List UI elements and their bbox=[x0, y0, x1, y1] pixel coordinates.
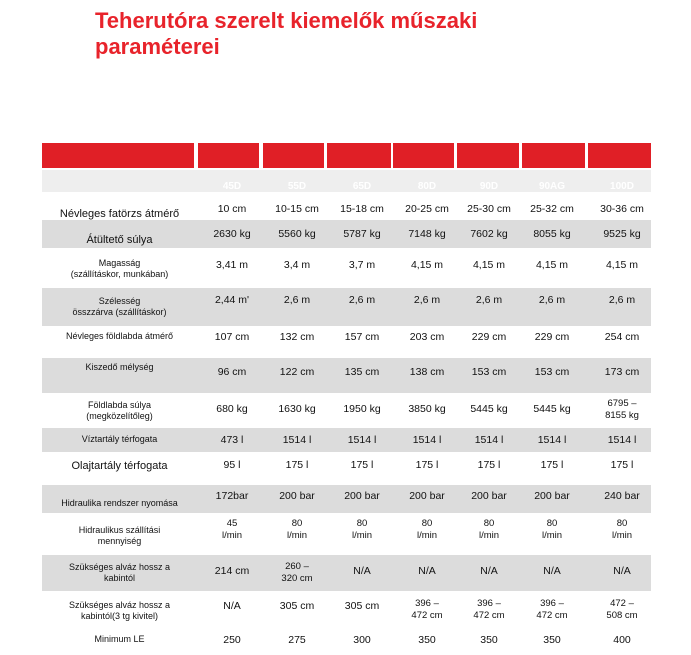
table-cell: 680 kg bbox=[216, 403, 248, 415]
table-cell: 305 cm bbox=[279, 600, 315, 612]
table-cell: 214 cm bbox=[214, 565, 250, 577]
row-label: Névleges földlabda átmérő bbox=[65, 331, 174, 341]
table-row bbox=[42, 328, 651, 356]
row-label: Névleges fatörzs átmérő bbox=[59, 208, 180, 220]
table-cell: N/A bbox=[480, 565, 498, 577]
table-cell: 250 bbox=[223, 634, 241, 646]
table-cell: 300 bbox=[353, 634, 371, 646]
title-line-1: Teherutóra szerelt kiemelők műszaki bbox=[95, 8, 478, 33]
table-cell: 1950 kg bbox=[343, 403, 381, 415]
table-cell: 2,6 m bbox=[348, 294, 376, 306]
model-label-55d: 55D bbox=[287, 181, 307, 192]
table-cell: 175 l bbox=[610, 459, 634, 471]
table-cell: 135 cm bbox=[344, 366, 380, 378]
table-cell: 2,6 m bbox=[283, 294, 311, 306]
table-cell: N/A bbox=[613, 565, 631, 577]
table-cell: 1514 l bbox=[537, 434, 567, 446]
table-cell: 1630 kg bbox=[278, 403, 316, 415]
table-cell: 2630 kg bbox=[213, 228, 251, 240]
table-cell: 240 bar bbox=[604, 490, 640, 502]
table-cell: 175 l bbox=[350, 459, 374, 471]
table-row bbox=[42, 631, 651, 649]
table-row bbox=[42, 395, 651, 425]
red-header-bar bbox=[457, 143, 519, 168]
table-row bbox=[42, 288, 651, 326]
table-cell: 275 bbox=[288, 634, 306, 646]
title-line-2: paraméterei bbox=[95, 34, 220, 59]
table-row bbox=[42, 516, 651, 550]
row-label: Hidraulikus szállítási mennyiség bbox=[78, 525, 161, 546]
table-cell: 305 cm bbox=[344, 600, 380, 612]
page-title bbox=[95, 8, 477, 60]
table-cell: 2,6 m bbox=[538, 294, 566, 306]
table-row bbox=[42, 250, 651, 286]
red-header-bar bbox=[263, 143, 324, 168]
table-cell: 132 cm bbox=[279, 331, 315, 343]
table-cell: 153 cm bbox=[471, 366, 507, 378]
table-cell: 7602 kg bbox=[470, 228, 508, 240]
table-cell: 1514 l bbox=[412, 434, 442, 446]
table-cell: 200 bar bbox=[409, 490, 445, 502]
model-label-90d: 90D bbox=[479, 181, 499, 192]
table-row bbox=[42, 485, 651, 513]
table-cell: 80 l/min bbox=[478, 518, 500, 541]
table-row bbox=[42, 220, 651, 248]
table-cell: 200 bar bbox=[471, 490, 507, 502]
table-cell: 203 cm bbox=[409, 331, 445, 343]
table-cell: 3,41 m bbox=[215, 259, 249, 271]
table-cell: 138 cm bbox=[409, 366, 445, 378]
table-cell: 4,15 m bbox=[605, 259, 639, 271]
table-cell: 4,15 m bbox=[535, 259, 569, 271]
table-cell: 1514 l bbox=[474, 434, 504, 446]
table-cell: 229 cm bbox=[471, 331, 507, 343]
table-cell: 25-30 cm bbox=[467, 203, 511, 215]
table-cell: 96 cm bbox=[217, 366, 247, 378]
table-cell: N/A bbox=[223, 600, 241, 612]
table-cell: 2,6 m bbox=[413, 294, 441, 306]
table-cell: 1514 l bbox=[607, 434, 637, 446]
table-cell: 7148 kg bbox=[408, 228, 446, 240]
table-cell: 172bar bbox=[215, 490, 249, 502]
table-cell: 80 l/min bbox=[416, 518, 438, 541]
table-cell: 5787 kg bbox=[343, 228, 381, 240]
table-cell: 9525 kg bbox=[603, 228, 641, 240]
red-header-bar bbox=[42, 143, 194, 168]
red-header-bar bbox=[327, 143, 391, 168]
table-cell: 107 cm bbox=[214, 331, 250, 343]
table-cell: 5445 kg bbox=[533, 403, 571, 415]
row-label: Szükséges alváz hossz a kabintól(3 tg kivitel) bbox=[68, 600, 171, 621]
table-cell: 396 – 472 cm bbox=[536, 598, 568, 621]
model-label-65d: 65D bbox=[352, 181, 372, 192]
table-cell: 350 bbox=[543, 634, 561, 646]
table-cell: 175 l bbox=[540, 459, 564, 471]
table-cell: 157 cm bbox=[344, 331, 380, 343]
model-label-100d: 100D bbox=[610, 181, 634, 192]
table-cell: 200 bar bbox=[534, 490, 570, 502]
table-cell: 80 l/min bbox=[351, 518, 373, 541]
table-cell: 229 cm bbox=[534, 331, 570, 343]
row-label: Átültető súlya bbox=[86, 234, 153, 246]
table-cell: 8055 kg bbox=[533, 228, 571, 240]
table-cell: 173 cm bbox=[604, 366, 640, 378]
table-cell: N/A bbox=[353, 565, 371, 577]
table-cell: 350 bbox=[418, 634, 436, 646]
table-cell: 80 l/min bbox=[611, 518, 633, 541]
table-cell: 80 l/min bbox=[286, 518, 308, 541]
table-cell: 200 bar bbox=[344, 490, 380, 502]
row-label: Minimum LE bbox=[94, 634, 145, 644]
table-cell: 1514 l bbox=[282, 434, 312, 446]
table-row bbox=[42, 428, 651, 452]
table-cell: 4,15 m bbox=[410, 259, 444, 271]
table-cell: 400 bbox=[613, 634, 631, 646]
table-cell: 396 – 472 cm bbox=[411, 598, 443, 621]
table-row bbox=[42, 358, 651, 393]
table-cell: 260 – 320 cm bbox=[281, 561, 313, 584]
table-cell: 5445 kg bbox=[470, 403, 508, 415]
table-row bbox=[42, 454, 651, 479]
table-cell: 80 l/min bbox=[541, 518, 563, 541]
table-cell: 175 l bbox=[477, 459, 501, 471]
table-row bbox=[42, 199, 651, 219]
table-cell: 3,7 m bbox=[348, 259, 376, 271]
table-cell: 350 bbox=[480, 634, 498, 646]
table-cell: 45 l/min bbox=[221, 518, 243, 541]
red-header-bar bbox=[588, 143, 651, 168]
table-cell: 6795 – 8155 kg bbox=[605, 398, 639, 421]
table-cell: 254 cm bbox=[604, 331, 640, 343]
table-cell: 10 cm bbox=[217, 203, 247, 215]
table-cell: 396 – 472 cm bbox=[473, 598, 505, 621]
table-cell: 20-25 cm bbox=[405, 203, 449, 215]
red-header-bar bbox=[393, 143, 454, 168]
table-row bbox=[42, 555, 651, 591]
row-label: Szükséges alváz hossz a kabintól bbox=[68, 562, 171, 583]
table-cell: 5560 kg bbox=[278, 228, 316, 240]
table-cell: 1514 l bbox=[347, 434, 377, 446]
table-cell: 3,4 m bbox=[283, 259, 311, 271]
table-cell: 200 bar bbox=[279, 490, 315, 502]
table-cell: N/A bbox=[543, 565, 561, 577]
row-label: Magasság (szállításkor, munkában) bbox=[70, 258, 169, 279]
row-label: Víztartály térfogata bbox=[81, 434, 158, 444]
table-cell: N/A bbox=[418, 565, 436, 577]
table-cell: 10-15 cm bbox=[275, 203, 319, 215]
table-cell: 3850 kg bbox=[408, 403, 446, 415]
row-label: Hidraulika rendszer nyomása bbox=[61, 498, 178, 508]
table-cell: 175 l bbox=[285, 459, 309, 471]
table-cell: 15-18 cm bbox=[340, 203, 384, 215]
table-cell: 4,15 m bbox=[472, 259, 506, 271]
model-label-90ag: 90AG bbox=[538, 181, 566, 192]
row-label: Olajtartály térfogata bbox=[71, 460, 168, 472]
table-cell: 2,6 m bbox=[475, 294, 503, 306]
table-cell: 2,6 m bbox=[608, 294, 636, 306]
table-cell: 153 cm bbox=[534, 366, 570, 378]
table-cell: 95 l bbox=[223, 459, 241, 471]
model-label-45d: 45D bbox=[222, 181, 242, 192]
red-header-bar bbox=[522, 143, 585, 168]
table-cell: 25-32 cm bbox=[530, 203, 574, 215]
model-label-80d: 80D bbox=[417, 181, 437, 192]
row-label: Kiszedő mélység bbox=[85, 362, 154, 372]
red-header-bar bbox=[198, 143, 259, 168]
table-row bbox=[42, 593, 651, 629]
row-label: Szélesség összzárva (szállításkor) bbox=[72, 296, 167, 317]
table-cell: 2,44 m' bbox=[214, 294, 250, 306]
table-cell: 473 l bbox=[220, 434, 244, 446]
table-cell: 122 cm bbox=[279, 366, 315, 378]
table-cell: 472 – 508 cm bbox=[606, 598, 638, 621]
table-cell: 175 l bbox=[415, 459, 439, 471]
row-label: Földlabda súlya (megközelítőleg) bbox=[86, 400, 153, 421]
table-cell: 30-36 cm bbox=[600, 203, 644, 215]
